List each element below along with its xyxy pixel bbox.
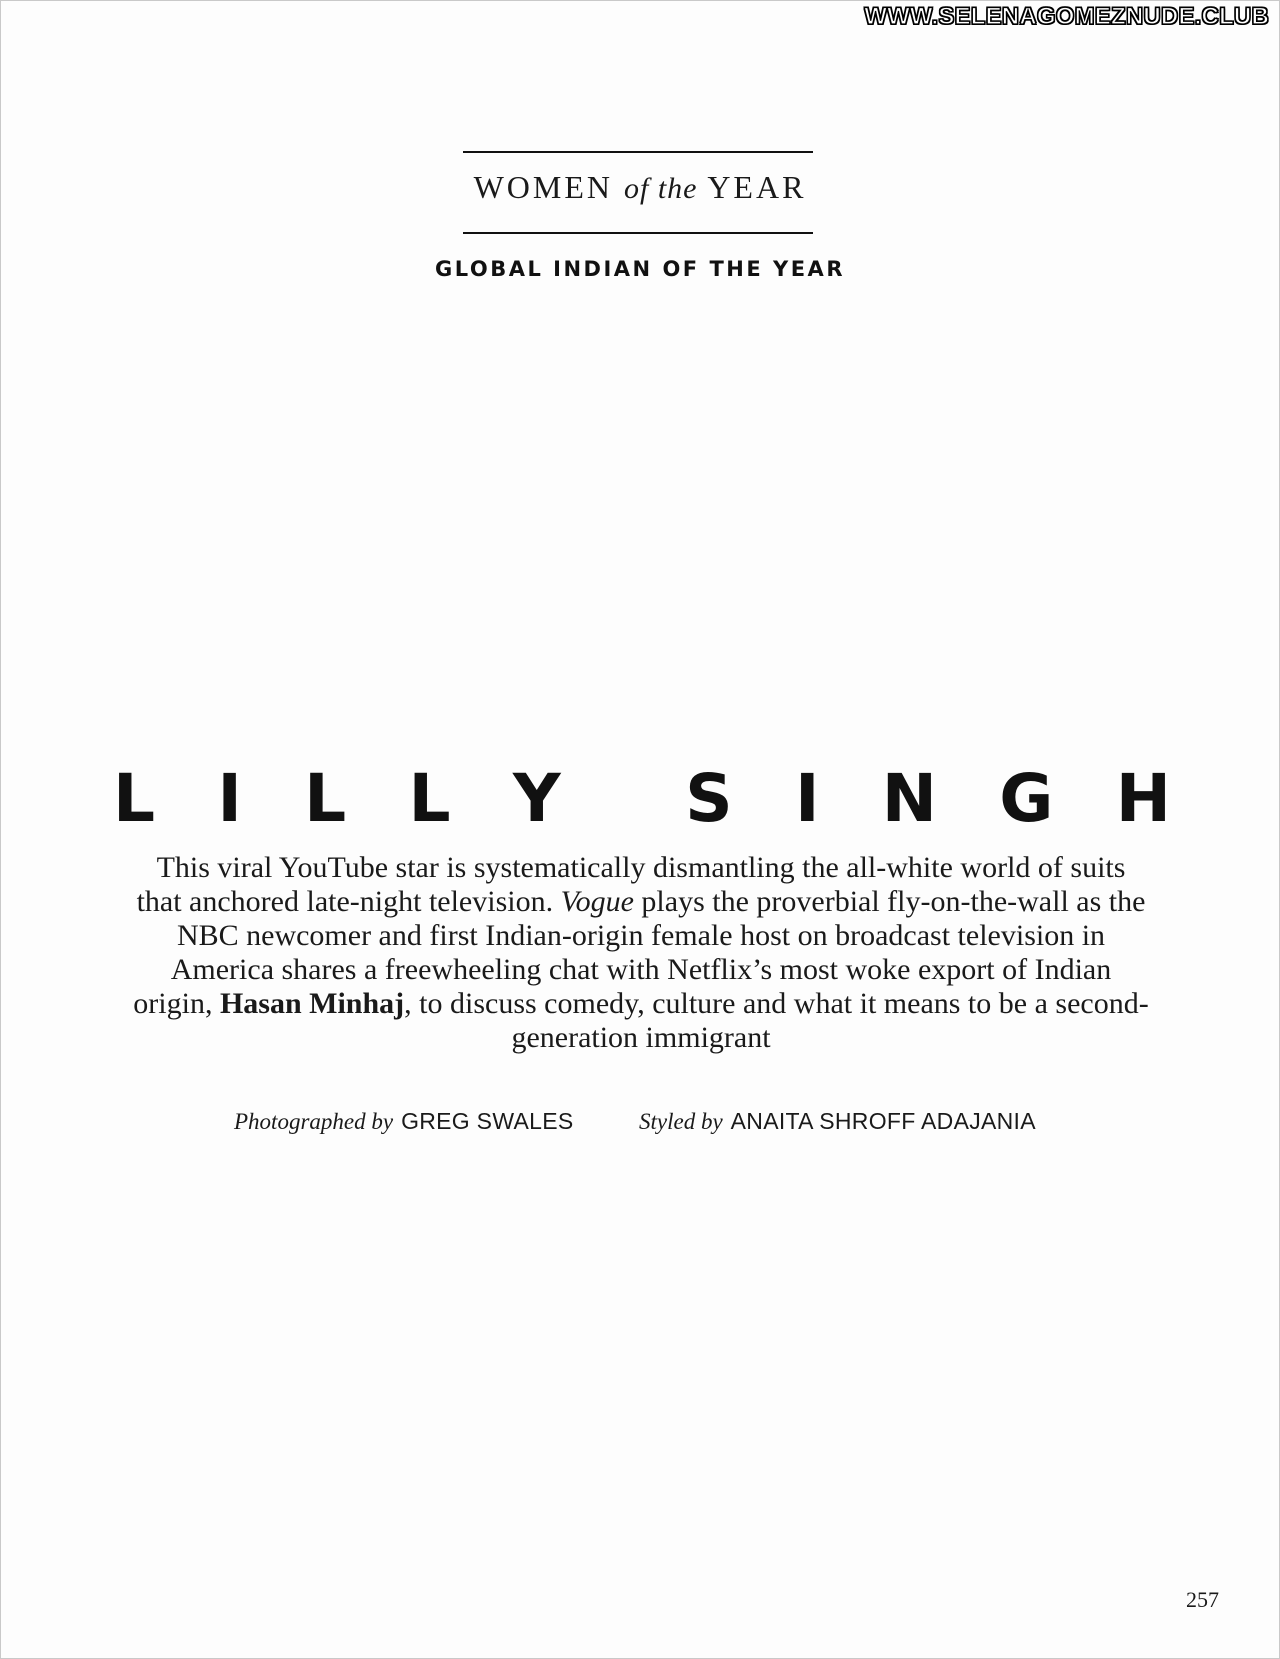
stylist-name: ANAITA SHROFF ADAJANIA — [730, 1108, 1036, 1134]
page-number: 257 — [1186, 1587, 1219, 1612]
stylist-credit — [639, 1108, 1036, 1135]
credits-line — [1, 1108, 1279, 1144]
dek-magazine-name: Vogue — [560, 885, 634, 918]
dek-text: , to discuss comedy, culture and what it means to be a second-generation immigrant — [404, 987, 1149, 1054]
kicker-top-rule — [463, 151, 813, 153]
photographer-credit — [234, 1108, 574, 1135]
dek-featured-name: Hasan Minhaj — [219, 987, 405, 1020]
headline-letter: N — [881, 760, 938, 837]
article-dek — [131, 851, 1151, 1055]
award-category: GLOBAL INDIAN OF THE YEAR — [435, 257, 845, 281]
headline-letter: I — [217, 760, 242, 837]
headline-letter: L — [113, 760, 156, 837]
stylist-role: Styled by — [639, 1109, 723, 1134]
headline-letter: H — [1115, 760, 1171, 837]
kicker-bottom-rule — [463, 232, 813, 234]
section-kicker — [1, 169, 1279, 206]
headline-letter: G — [999, 760, 1054, 837]
headline-letter: L — [304, 760, 347, 837]
photographer-role: Photographed by — [234, 1109, 394, 1134]
headline-letter: I — [794, 760, 820, 837]
watermark-text: WWW.SELENAGOMEZNUDE.CLUB — [864, 3, 1269, 30]
kicker-women: WOMEN — [473, 169, 624, 205]
kicker-of-the: of the — [624, 172, 698, 205]
photographer-name: GREG SWALES — [401, 1108, 574, 1134]
headline-letter: S — [685, 760, 733, 837]
headline-letter: Y — [512, 760, 561, 837]
headline-name — [113, 760, 1171, 837]
dek-text: plays the proverbial fly-on-the-wall as the NBC newcomer and first Indian-origin female host on broadcast television in America shares a freewheeling chat with Netflix’s most woke export of Indian origin, — [133, 885, 1146, 1020]
dek-text: This viral YouTube star is systematically dismantling the all-white world of suits that anchored late-night television. — [136, 851, 1126, 918]
headline-letter: L — [408, 760, 451, 837]
kicker-year: YEAR — [697, 169, 807, 205]
